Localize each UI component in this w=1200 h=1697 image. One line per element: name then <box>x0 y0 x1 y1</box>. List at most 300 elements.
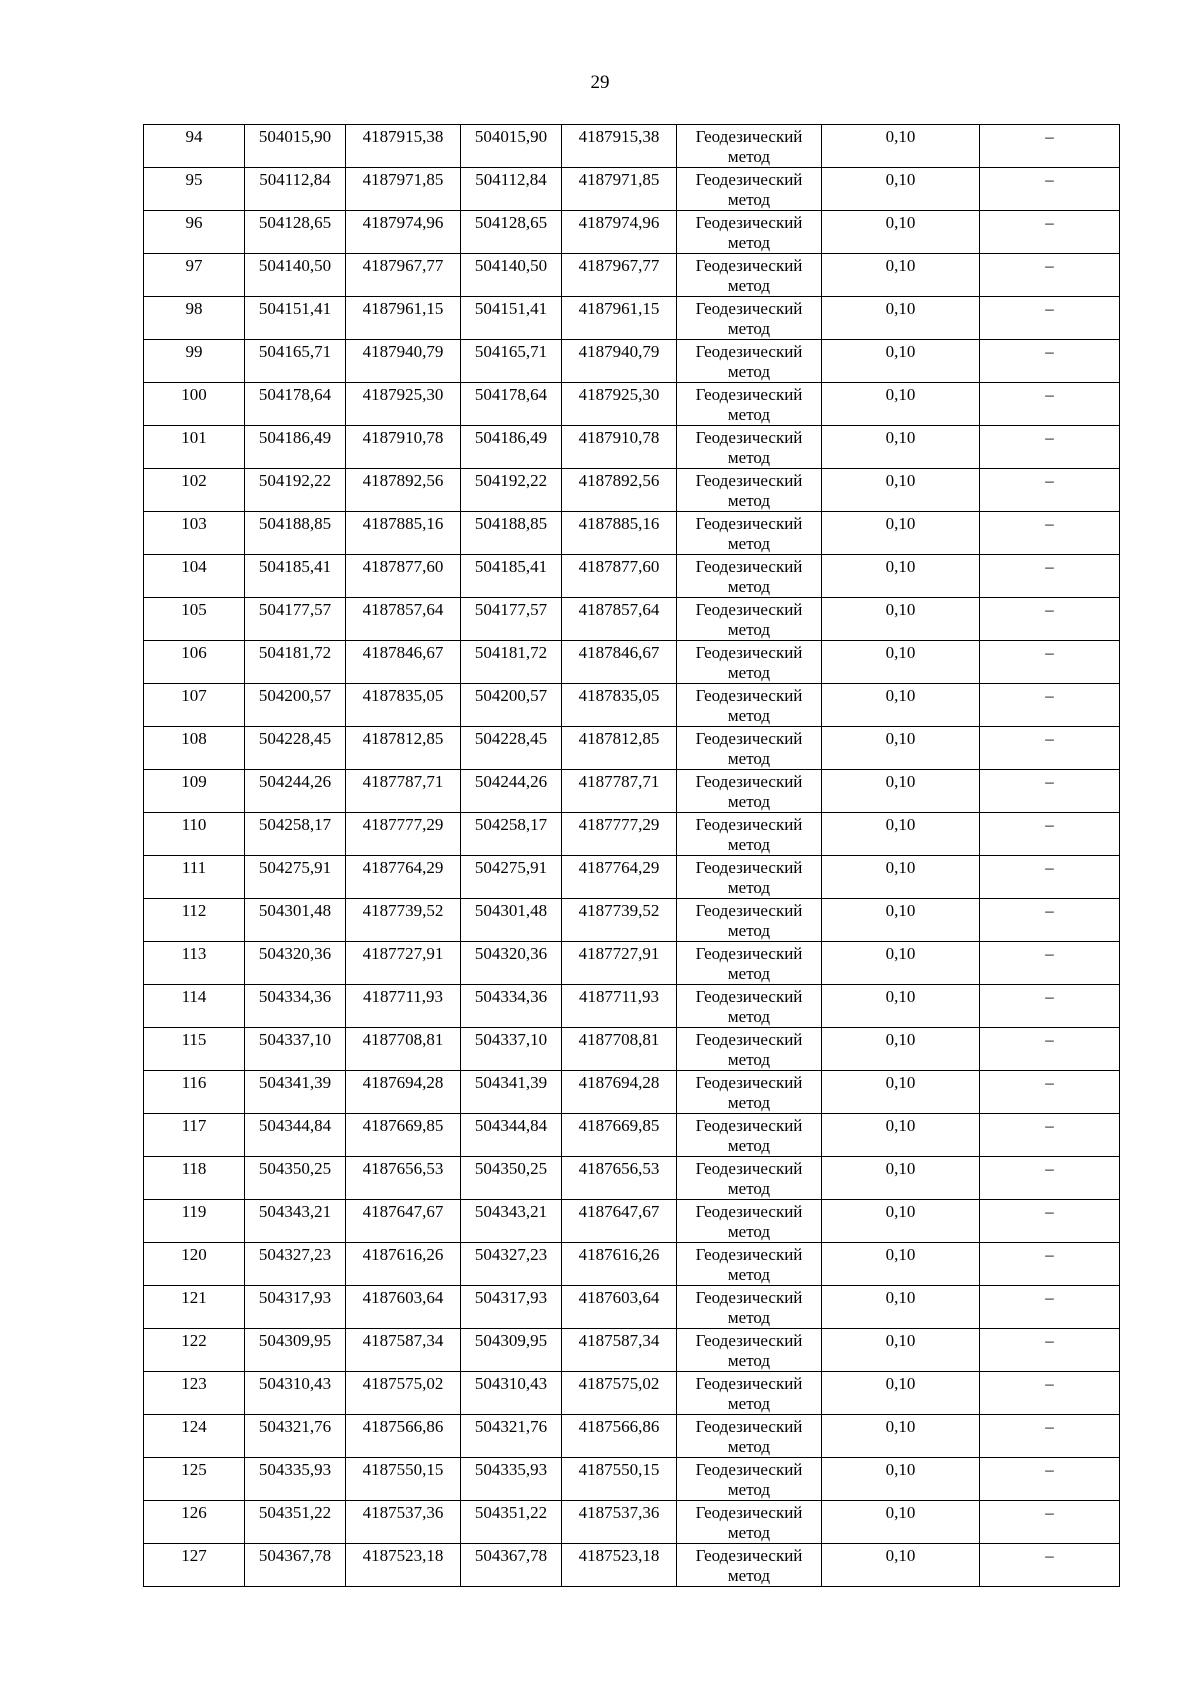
existing-y-cell: 4187550,15 <box>346 1458 461 1501</box>
existing-x-cell: 504015,90 <box>245 125 346 168</box>
new-y-cell: 4187587,34 <box>562 1329 677 1372</box>
method-cell <box>677 856 822 899</box>
description-cell: – <box>980 1286 1120 1329</box>
accuracy-cell: 0,10 <box>822 641 980 684</box>
method-line-2: метод <box>727 1480 771 1499</box>
method-cell <box>677 985 822 1028</box>
accuracy-cell: 0,10 <box>822 899 980 942</box>
existing-x-cell: 504177,57 <box>245 598 346 641</box>
table-row <box>144 168 1120 211</box>
existing-y-cell: 4187777,29 <box>346 813 461 856</box>
point-number-cell: 113 <box>144 942 245 985</box>
accuracy-cell: 0,10 <box>822 1028 980 1071</box>
coordinates-table-body <box>144 125 1120 1587</box>
method-line-2: метод <box>727 448 771 467</box>
new-y-cell: 4187669,85 <box>562 1114 677 1157</box>
point-number-cell: 99 <box>144 340 245 383</box>
method-line-1: Геодезический <box>695 686 803 705</box>
new-y-cell: 4187739,52 <box>562 899 677 942</box>
point-number-cell: 111 <box>144 856 245 899</box>
new-x-cell: 504200,57 <box>461 684 562 727</box>
existing-x-cell: 504334,36 <box>245 985 346 1028</box>
method-line-2: метод <box>727 1523 771 1542</box>
method-line-2: метод <box>727 147 771 166</box>
point-number-cell: 114 <box>144 985 245 1028</box>
accuracy-cell: 0,10 <box>822 469 980 512</box>
new-x-cell: 504186,49 <box>461 426 562 469</box>
method-line-1: Геодезический <box>695 127 803 146</box>
description-cell: – <box>980 512 1120 555</box>
method-line-2: метод <box>727 663 771 682</box>
method-line-2: метод <box>727 749 771 768</box>
method-line-1: Геодезический <box>695 772 803 791</box>
method-line-2: метод <box>727 276 771 295</box>
description-cell: – <box>980 899 1120 942</box>
method-line-1: Геодезический <box>695 385 803 404</box>
description-cell: – <box>980 942 1120 985</box>
method-line-1: Геодезический <box>695 256 803 275</box>
table-row <box>144 641 1120 684</box>
method-cell <box>677 211 822 254</box>
method-line-2: метод <box>727 878 771 897</box>
table-row <box>144 1458 1120 1501</box>
description-cell: – <box>980 469 1120 512</box>
table-row <box>144 512 1120 555</box>
accuracy-cell: 0,10 <box>822 1501 980 1544</box>
table-row <box>144 598 1120 641</box>
new-x-cell: 504178,64 <box>461 383 562 426</box>
description-cell: – <box>980 1157 1120 1200</box>
existing-x-cell: 504244,26 <box>245 770 346 813</box>
method-line-2: метод <box>727 1050 771 1069</box>
method-line-1: Геодезический <box>695 1030 803 1049</box>
method-cell <box>677 899 822 942</box>
new-x-cell: 504321,76 <box>461 1415 562 1458</box>
method-line-1: Геодезический <box>695 514 803 533</box>
description-cell: – <box>980 985 1120 1028</box>
new-x-cell: 504350,25 <box>461 1157 562 1200</box>
method-line-1: Геодезический <box>695 858 803 877</box>
new-x-cell: 504309,95 <box>461 1329 562 1372</box>
accuracy-cell: 0,10 <box>822 727 980 770</box>
method-line-2: метод <box>727 1007 771 1026</box>
method-line-1: Геодезический <box>695 643 803 662</box>
new-y-cell: 4187910,78 <box>562 426 677 469</box>
point-number-cell: 127 <box>144 1544 245 1587</box>
description-cell: – <box>980 1071 1120 1114</box>
method-line-2: метод <box>727 1136 771 1155</box>
table-row <box>144 211 1120 254</box>
existing-x-cell: 504128,65 <box>245 211 346 254</box>
existing-y-cell: 4187915,38 <box>346 125 461 168</box>
method-cell <box>677 1157 822 1200</box>
description-cell: – <box>980 813 1120 856</box>
new-x-cell: 504334,36 <box>461 985 562 1028</box>
new-x-cell: 504310,43 <box>461 1372 562 1415</box>
existing-y-cell: 4187812,85 <box>346 727 461 770</box>
existing-x-cell: 504140,50 <box>245 254 346 297</box>
accuracy-cell: 0,10 <box>822 340 980 383</box>
table-row <box>144 125 1120 168</box>
point-number-cell: 125 <box>144 1458 245 1501</box>
existing-y-cell: 4187537,36 <box>346 1501 461 1544</box>
accuracy-cell: 0,10 <box>822 555 980 598</box>
table-row <box>144 1200 1120 1243</box>
method-line-1: Геодезический <box>695 1073 803 1092</box>
table-row <box>144 1329 1120 1372</box>
method-cell <box>677 770 822 813</box>
existing-y-cell: 4187669,85 <box>346 1114 461 1157</box>
method-cell <box>677 813 822 856</box>
table-row <box>144 1372 1120 1415</box>
existing-y-cell: 4187835,05 <box>346 684 461 727</box>
accuracy-cell: 0,10 <box>822 684 980 727</box>
existing-y-cell: 4187575,02 <box>346 1372 461 1415</box>
method-line-2: метод <box>727 792 771 811</box>
accuracy-cell: 0,10 <box>822 512 980 555</box>
method-line-2: метод <box>727 491 771 510</box>
existing-x-cell: 504185,41 <box>245 555 346 598</box>
description-cell: – <box>980 125 1120 168</box>
method-line-1: Геодезический <box>695 944 803 963</box>
method-line-2: метод <box>727 362 771 381</box>
method-cell <box>677 1243 822 1286</box>
method-line-2: метод <box>727 190 771 209</box>
method-cell <box>677 512 822 555</box>
new-x-cell: 504367,78 <box>461 1544 562 1587</box>
accuracy-cell: 0,10 <box>822 125 980 168</box>
new-y-cell: 4187777,29 <box>562 813 677 856</box>
table-row <box>144 1501 1120 1544</box>
existing-y-cell: 4187727,91 <box>346 942 461 985</box>
existing-x-cell: 504367,78 <box>245 1544 346 1587</box>
existing-x-cell: 504258,17 <box>245 813 346 856</box>
table-row <box>144 469 1120 512</box>
table-row <box>144 1114 1120 1157</box>
new-y-cell: 4187708,81 <box>562 1028 677 1071</box>
description-cell: – <box>980 684 1120 727</box>
point-number-cell: 96 <box>144 211 245 254</box>
method-line-2: метод <box>727 577 771 596</box>
new-y-cell: 4187575,02 <box>562 1372 677 1415</box>
accuracy-cell: 0,10 <box>822 1458 980 1501</box>
existing-x-cell: 504344,84 <box>245 1114 346 1157</box>
method-line-1: Геодезический <box>695 428 803 447</box>
table-row <box>144 1071 1120 1114</box>
point-number-cell: 108 <box>144 727 245 770</box>
method-cell <box>677 1372 822 1415</box>
page-number: 29 <box>590 72 610 93</box>
new-y-cell: 4187857,64 <box>562 598 677 641</box>
description-cell: – <box>980 727 1120 770</box>
description-cell: – <box>980 641 1120 684</box>
new-x-cell: 504343,21 <box>461 1200 562 1243</box>
method-line-2: метод <box>727 1222 771 1241</box>
existing-x-cell: 504181,72 <box>245 641 346 684</box>
table-row <box>144 1028 1120 1071</box>
existing-y-cell: 4187940,79 <box>346 340 461 383</box>
method-line-1: Геодезический <box>695 1503 803 1522</box>
method-line-2: метод <box>727 1566 771 1585</box>
description-cell: – <box>980 1114 1120 1157</box>
description-cell: – <box>980 856 1120 899</box>
existing-y-cell: 4187566,86 <box>346 1415 461 1458</box>
existing-y-cell: 4187967,77 <box>346 254 461 297</box>
existing-x-cell: 504301,48 <box>245 899 346 942</box>
method-line-1: Геодезический <box>695 1245 803 1264</box>
existing-x-cell: 504192,22 <box>245 469 346 512</box>
new-y-cell: 4187694,28 <box>562 1071 677 1114</box>
description-cell: – <box>980 1372 1120 1415</box>
point-number-cell: 98 <box>144 297 245 340</box>
method-cell <box>677 340 822 383</box>
new-x-cell: 504244,26 <box>461 770 562 813</box>
point-number-cell: 109 <box>144 770 245 813</box>
existing-x-cell: 504275,91 <box>245 856 346 899</box>
new-x-cell: 504275,91 <box>461 856 562 899</box>
point-number-cell: 97 <box>144 254 245 297</box>
existing-y-cell: 4187877,60 <box>346 555 461 598</box>
table-row <box>144 555 1120 598</box>
accuracy-cell: 0,10 <box>822 211 980 254</box>
method-line-1: Геодезический <box>695 471 803 490</box>
point-number-cell: 94 <box>144 125 245 168</box>
table-row <box>144 813 1120 856</box>
method-line-2: метод <box>727 620 771 639</box>
method-cell <box>677 1286 822 1329</box>
description-cell: – <box>980 770 1120 813</box>
method-line-2: метод <box>727 1265 771 1284</box>
method-line-1: Геодезический <box>695 600 803 619</box>
point-number-cell: 119 <box>144 1200 245 1243</box>
existing-x-cell: 504165,71 <box>245 340 346 383</box>
accuracy-cell: 0,10 <box>822 942 980 985</box>
existing-y-cell: 4187787,71 <box>346 770 461 813</box>
existing-y-cell: 4187708,81 <box>346 1028 461 1071</box>
new-x-cell: 504344,84 <box>461 1114 562 1157</box>
new-x-cell: 504301,48 <box>461 899 562 942</box>
coordinates-table <box>143 124 1120 1587</box>
existing-x-cell: 504335,93 <box>245 1458 346 1501</box>
method-line-1: Геодезический <box>695 170 803 189</box>
existing-y-cell: 4187925,30 <box>346 383 461 426</box>
new-y-cell: 4187647,67 <box>562 1200 677 1243</box>
method-line-1: Геодезический <box>695 213 803 232</box>
method-line-2: метод <box>727 835 771 854</box>
method-cell <box>677 1544 822 1587</box>
accuracy-cell: 0,10 <box>822 426 980 469</box>
new-x-cell: 504327,23 <box>461 1243 562 1286</box>
method-line-2: метод <box>727 233 771 252</box>
existing-y-cell: 4187694,28 <box>346 1071 461 1114</box>
method-line-2: метод <box>727 706 771 725</box>
existing-y-cell: 4187971,85 <box>346 168 461 211</box>
new-y-cell: 4187892,56 <box>562 469 677 512</box>
new-y-cell: 4187967,77 <box>562 254 677 297</box>
method-line-2: метод <box>727 1093 771 1112</box>
method-cell <box>677 125 822 168</box>
new-y-cell: 4187961,15 <box>562 297 677 340</box>
existing-y-cell: 4187961,15 <box>346 297 461 340</box>
method-cell <box>677 727 822 770</box>
description-cell: – <box>980 598 1120 641</box>
point-number-cell: 120 <box>144 1243 245 1286</box>
new-x-cell: 504320,36 <box>461 942 562 985</box>
method-cell <box>677 1458 822 1501</box>
method-line-2: метод <box>727 1308 771 1327</box>
point-number-cell: 103 <box>144 512 245 555</box>
method-line-2: метод <box>727 964 771 983</box>
accuracy-cell: 0,10 <box>822 1243 980 1286</box>
existing-y-cell: 4187523,18 <box>346 1544 461 1587</box>
existing-x-cell: 504350,25 <box>245 1157 346 1200</box>
method-line-2: метод <box>727 921 771 940</box>
table-row <box>144 1243 1120 1286</box>
table-row <box>144 254 1120 297</box>
new-y-cell: 4187940,79 <box>562 340 677 383</box>
description-cell: – <box>980 254 1120 297</box>
method-cell <box>677 641 822 684</box>
accuracy-cell: 0,10 <box>822 1544 980 1587</box>
point-number-cell: 124 <box>144 1415 245 1458</box>
method-cell <box>677 297 822 340</box>
existing-x-cell: 504112,84 <box>245 168 346 211</box>
new-x-cell: 504192,22 <box>461 469 562 512</box>
description-cell: – <box>980 211 1120 254</box>
existing-x-cell: 504321,76 <box>245 1415 346 1458</box>
table-row <box>144 1286 1120 1329</box>
method-cell <box>677 555 822 598</box>
new-x-cell: 504337,10 <box>461 1028 562 1071</box>
existing-y-cell: 4187587,34 <box>346 1329 461 1372</box>
new-x-cell: 504258,17 <box>461 813 562 856</box>
description-cell: – <box>980 1458 1120 1501</box>
table-row <box>144 426 1120 469</box>
existing-x-cell: 504186,49 <box>245 426 346 469</box>
accuracy-cell: 0,10 <box>822 254 980 297</box>
existing-x-cell: 504343,21 <box>245 1200 346 1243</box>
existing-y-cell: 4187647,67 <box>346 1200 461 1243</box>
accuracy-cell: 0,10 <box>822 813 980 856</box>
new-y-cell: 4187915,38 <box>562 125 677 168</box>
new-y-cell: 4187885,16 <box>562 512 677 555</box>
new-y-cell: 4187523,18 <box>562 1544 677 1587</box>
new-y-cell: 4187656,53 <box>562 1157 677 1200</box>
existing-y-cell: 4187764,29 <box>346 856 461 899</box>
method-line-1: Геодезический <box>695 1288 803 1307</box>
existing-y-cell: 4187616,26 <box>346 1243 461 1286</box>
point-number-cell: 123 <box>144 1372 245 1415</box>
method-line-1: Геодезический <box>695 1374 803 1393</box>
existing-x-cell: 504188,85 <box>245 512 346 555</box>
table-row <box>144 985 1120 1028</box>
existing-y-cell: 4187857,64 <box>346 598 461 641</box>
description-cell: – <box>980 340 1120 383</box>
method-cell <box>677 426 822 469</box>
point-number-cell: 112 <box>144 899 245 942</box>
method-line-1: Геодезический <box>695 1331 803 1350</box>
new-y-cell: 4187537,36 <box>562 1501 677 1544</box>
existing-y-cell: 4187892,56 <box>346 469 461 512</box>
method-cell <box>677 168 822 211</box>
table-row <box>144 770 1120 813</box>
method-cell <box>677 1501 822 1544</box>
new-x-cell: 504177,57 <box>461 598 562 641</box>
method-line-1: Геодезический <box>695 1417 803 1436</box>
existing-x-cell: 504178,64 <box>245 383 346 426</box>
existing-y-cell: 4187885,16 <box>346 512 461 555</box>
new-y-cell: 4187603,64 <box>562 1286 677 1329</box>
accuracy-cell: 0,10 <box>822 1071 980 1114</box>
new-x-cell: 504317,93 <box>461 1286 562 1329</box>
new-y-cell: 4187877,60 <box>562 555 677 598</box>
method-cell <box>677 1200 822 1243</box>
accuracy-cell: 0,10 <box>822 770 980 813</box>
accuracy-cell: 0,10 <box>822 598 980 641</box>
table-row <box>144 1157 1120 1200</box>
method-line-2: метод <box>727 1394 771 1413</box>
point-number-cell: 100 <box>144 383 245 426</box>
new-x-cell: 504185,41 <box>461 555 562 598</box>
method-cell <box>677 254 822 297</box>
existing-y-cell: 4187656,53 <box>346 1157 461 1200</box>
existing-x-cell: 504309,95 <box>245 1329 346 1372</box>
method-line-1: Геодезический <box>695 901 803 920</box>
new-x-cell: 504165,71 <box>461 340 562 383</box>
method-cell <box>677 598 822 641</box>
new-y-cell: 4187787,71 <box>562 770 677 813</box>
existing-x-cell: 504327,23 <box>245 1243 346 1286</box>
accuracy-cell: 0,10 <box>822 1415 980 1458</box>
point-number-cell: 105 <box>144 598 245 641</box>
point-number-cell: 122 <box>144 1329 245 1372</box>
description-cell: – <box>980 1200 1120 1243</box>
table-row <box>144 942 1120 985</box>
table-row <box>144 1415 1120 1458</box>
table-row <box>144 1544 1120 1587</box>
new-x-cell: 504335,93 <box>461 1458 562 1501</box>
method-cell <box>677 1329 822 1372</box>
description-cell: – <box>980 168 1120 211</box>
description-cell: – <box>980 555 1120 598</box>
table-row <box>144 684 1120 727</box>
existing-x-cell: 504351,22 <box>245 1501 346 1544</box>
accuracy-cell: 0,10 <box>822 297 980 340</box>
table-row <box>144 856 1120 899</box>
existing-x-cell: 504337,10 <box>245 1028 346 1071</box>
new-x-cell: 504112,84 <box>461 168 562 211</box>
existing-x-cell: 504317,93 <box>245 1286 346 1329</box>
new-x-cell: 504128,65 <box>461 211 562 254</box>
existing-y-cell: 4187739,52 <box>346 899 461 942</box>
accuracy-cell: 0,10 <box>822 1286 980 1329</box>
table-row <box>144 297 1120 340</box>
method-line-2: метод <box>727 405 771 424</box>
method-line-2: метод <box>727 1437 771 1456</box>
point-number-cell: 101 <box>144 426 245 469</box>
method-line-1: Геодезический <box>695 299 803 318</box>
existing-x-cell: 504200,57 <box>245 684 346 727</box>
description-cell: – <box>980 1028 1120 1071</box>
point-number-cell: 102 <box>144 469 245 512</box>
description-cell: – <box>980 383 1120 426</box>
description-cell: – <box>980 426 1120 469</box>
method-line-1: Геодезический <box>695 729 803 748</box>
table-row <box>144 727 1120 770</box>
method-line-1: Геодезический <box>695 815 803 834</box>
method-cell <box>677 469 822 512</box>
existing-x-cell: 504341,39 <box>245 1071 346 1114</box>
